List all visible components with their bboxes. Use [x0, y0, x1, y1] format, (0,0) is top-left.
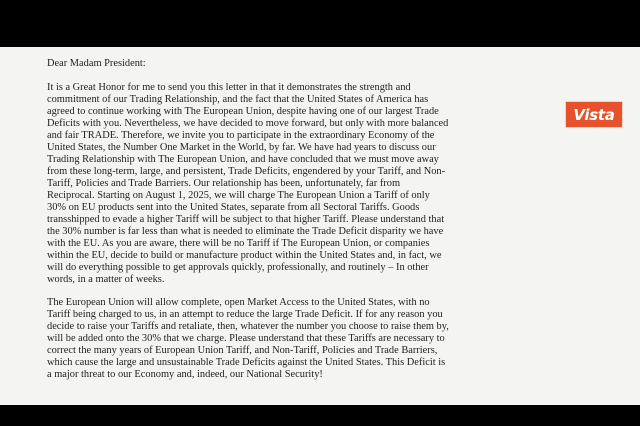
text-line: which cause the large and unsustainable Trade Deficits against the United States. This Deficit is: [47, 357, 446, 368]
text-line: The European Union will allow complete, open Market Access to the United States, with no: [47, 297, 430, 308]
text-line: transshipped to evade a higher Tariff will be subject to that higher Tariff. Please understand that: [47, 214, 445, 225]
text-line: a major threat to our Economy and, indeed, our National Security!: [47, 369, 323, 380]
paragraph-2: [47, 297, 467, 381]
text-line: words, in a matter of weeks.: [47, 274, 165, 285]
text-line: commitment of our Trading Relationship, and the fact that the United States of America has: [47, 94, 429, 105]
text-line: It is a Great Honor for me to send you this letter in that it demonstrates the strength and: [47, 82, 411, 93]
letter-body: [47, 58, 467, 392]
text-line: Reciprocal. Starting on August 1, 2025, we will charge The European Union a Tariff of only: [47, 190, 430, 201]
text-line: 30% on EU products sent into the United States, separate from all Sectoral Tariffs. Goods: [47, 202, 420, 213]
salutation: Dear Madam President:: [47, 58, 146, 69]
text-line: will do everything possible to get approvals quickly, professionally, and routinely – In other: [47, 262, 429, 273]
text-line: decide to raise your Tariffs and retaliate, then, whatever the number you choose to raise them by,: [47, 321, 449, 332]
logo-text: Vista: [573, 105, 615, 124]
text-line: Tariff being charged to us, in an attempt to reduce the large Trade Deficit. If for any reason you: [47, 309, 443, 320]
text-line: correct the many years of European Union Tariff, and Non-Tariff, Policies and Trade Barriers,: [47, 345, 438, 356]
letter-page: [0, 47, 640, 405]
text-line: Trading Relationship with The European Union, and have concluded that we must move away: [47, 154, 439, 165]
text-line: the 30% number is far less than what is needed to eliminate the Trade Deficit disparity we have: [47, 226, 444, 237]
text-line: and fair TRADE. Therefore, we invite you to participate in the extraordinary Economy of the: [47, 130, 435, 141]
text-line: with the EU. As you are aware, there will be no Tariff if The European Union, or companies: [47, 238, 430, 249]
paragraph-1: [47, 82, 467, 286]
text-line: within the EU, decide to build or manufacture product within the United States and, in fact, we: [47, 250, 442, 261]
text-line: will be added onto the 30% that we charge. Please understand that these Tariffs are necessary to: [47, 333, 445, 344]
text-line: from these long-term, large, and persistent, Trade Deficits, engendered by your Tariff, and Non-: [47, 166, 446, 177]
text-line: agreed to continue working with The European Union, despite having one of our largest Trade: [47, 106, 439, 117]
text-line: Deficits with you. Nevertheless, we have decided to move forward, but only with more balanced: [47, 118, 449, 129]
text-line: Tariff, Policies and Trade Barriers. Our relationship has been, unfortunately, far from: [47, 178, 401, 189]
vista-logo: [565, 101, 623, 128]
text-line: United States, the Number One Market in the World, by far. We have had years to discuss our: [47, 142, 436, 153]
